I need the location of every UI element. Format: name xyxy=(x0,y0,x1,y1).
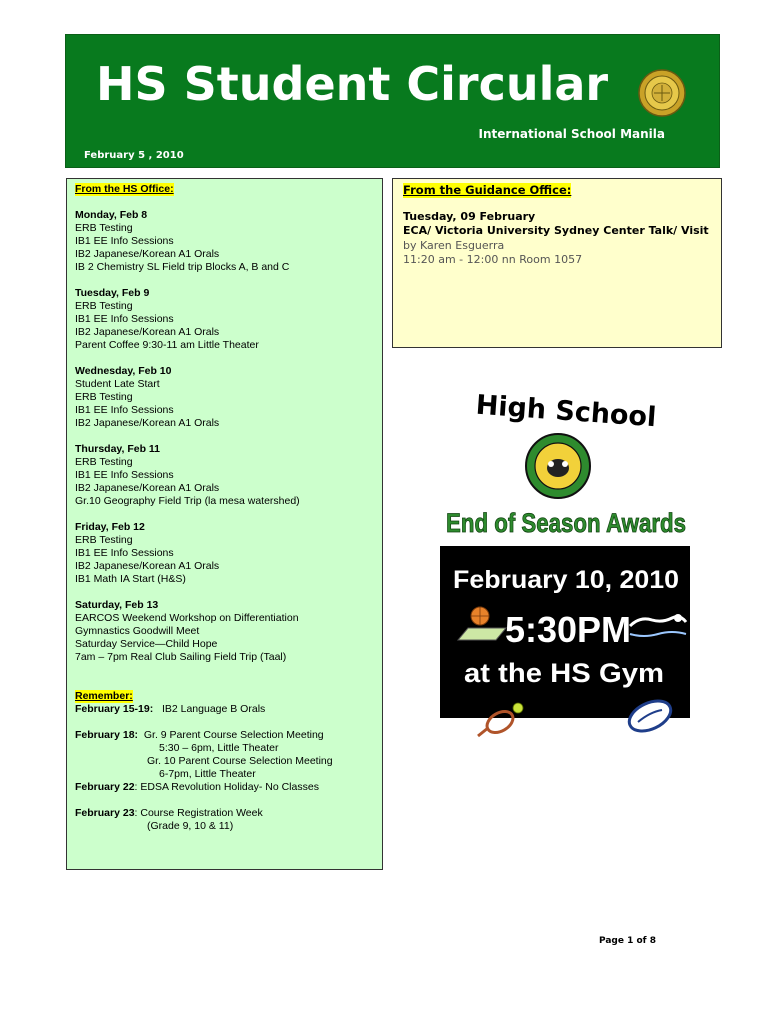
day-item: 7am – 7pm Real Club Sailing Field Trip (Taal) xyxy=(75,651,287,663)
remember-text: 5:30 – 6pm, Little Theater xyxy=(159,742,279,754)
day-section xyxy=(75,521,374,586)
guidance-date: Tuesday, 09 February xyxy=(403,209,536,223)
remember-heading-row xyxy=(75,690,374,703)
day-item: Student Late Start xyxy=(75,378,160,390)
remember-text: (Grade 9, 10 & 11) xyxy=(147,820,234,832)
day-item: ERB Testing xyxy=(75,300,133,312)
remember-item xyxy=(75,781,374,794)
day-title: Thursday, Feb 11 xyxy=(75,443,160,455)
circular-title: HS Student Circular xyxy=(96,57,609,111)
remember-date: February 15-19: xyxy=(75,703,154,715)
day-item: ERB Testing xyxy=(75,456,133,468)
remember-item xyxy=(75,729,374,781)
day-item: IB1 EE Info Sessions xyxy=(75,313,174,325)
remember-text: 6-7pm, Little Theater xyxy=(159,768,256,780)
day-title: Tuesday, Feb 9 xyxy=(75,287,150,299)
day-item: EARCOS Weekend Workshop on Differentiation xyxy=(75,612,299,624)
day-section xyxy=(75,443,374,508)
day-item: IB2 Japanese/Korean A1 Orals xyxy=(75,326,220,338)
school-seal-icon xyxy=(638,69,686,117)
day-item: IB2 Japanese/Korean A1 Orals xyxy=(75,482,220,494)
day-section xyxy=(75,599,374,664)
remember-text: Gr. 9 Parent Course Selection Meeting xyxy=(138,729,324,741)
day-title: Saturday, Feb 13 xyxy=(75,599,159,611)
remember-date: February 22 xyxy=(75,781,135,793)
guidance-office-box xyxy=(392,178,722,348)
page-number: Page 1 of 8 xyxy=(599,936,656,946)
day-item: ERB Testing xyxy=(75,534,133,546)
awards-title-text: End of Season Awards xyxy=(446,508,686,538)
hs-office-heading: From the HS Office: xyxy=(75,183,174,195)
hs-office-box xyxy=(66,178,383,870)
day-item: Saturday Service—Child Hope xyxy=(75,638,218,650)
remember-text: : EDSA Revolution Holiday- No Classes xyxy=(134,781,319,793)
guidance-speaker: by Karen Esguerra xyxy=(403,238,505,252)
day-section xyxy=(75,209,374,274)
guidance-event: ECA/ Victoria University Sydney Center Talk/ Visit xyxy=(403,224,709,237)
day-title: Monday, Feb 8 xyxy=(75,209,148,221)
guidance-heading: From the Guidance Office: xyxy=(403,183,572,197)
school-name: International School Manila xyxy=(478,127,665,141)
awards-high-school-text: High School xyxy=(474,389,658,434)
remember-heading: Remember: xyxy=(75,690,133,702)
day-item: Gr.10 Geography Field Trip (la mesa watershed) xyxy=(75,495,300,507)
remember-date: February 18: xyxy=(75,729,139,741)
day-item: IB1 EE Info Sessions xyxy=(75,469,174,481)
day-item: IB2 Japanese/Korean A1 Orals xyxy=(75,417,220,429)
day-title: Friday, Feb 12 xyxy=(75,521,145,533)
day-item: Parent Coffee 9:30-11 am Little Theater xyxy=(75,339,259,351)
awards-time-text: 5:30PM xyxy=(504,609,632,650)
awards-place-text: at the HS Gym xyxy=(464,658,664,688)
day-item: IB1 EE Info Sessions xyxy=(75,404,174,416)
remember-date: February 23 xyxy=(75,807,135,819)
awards-date-text: February 10, 2010 xyxy=(453,566,679,594)
day-section xyxy=(75,287,374,352)
remember-text: : Course Registration Week xyxy=(134,807,263,819)
school-seal-icon xyxy=(526,434,590,498)
day-item: ERB Testing xyxy=(75,391,133,403)
day-item: IB2 Japanese/Korean A1 Orals xyxy=(75,248,220,260)
day-section xyxy=(75,365,374,430)
remember-text: IB2 Language B Orals xyxy=(153,703,266,715)
circular-date: February 5 , 2010 xyxy=(84,150,184,161)
day-item: ERB Testing xyxy=(75,222,133,234)
remember-item xyxy=(75,807,374,833)
guidance-time: 11:20 am - 12:00 nn Room 1057 xyxy=(403,253,583,266)
day-item: IB1 EE Info Sessions xyxy=(75,547,174,559)
awards-poster xyxy=(438,390,698,740)
day-item: IB2 Japanese/Korean A1 Orals xyxy=(75,560,220,572)
day-item: IB1 Math IA Start (H&S) xyxy=(75,573,186,585)
day-title: Wednesday, Feb 10 xyxy=(75,365,172,377)
header-banner xyxy=(65,34,720,168)
day-item: IB 2 Chemistry SL Field trip Blocks A, B and C xyxy=(75,261,290,273)
day-item: Gymnastics Goodwill Meet xyxy=(75,625,200,637)
remember-item xyxy=(75,703,374,716)
day-item: IB1 EE Info Sessions xyxy=(75,235,174,247)
remember-text: Gr. 10 Parent Course Selection Meeting xyxy=(147,755,333,767)
